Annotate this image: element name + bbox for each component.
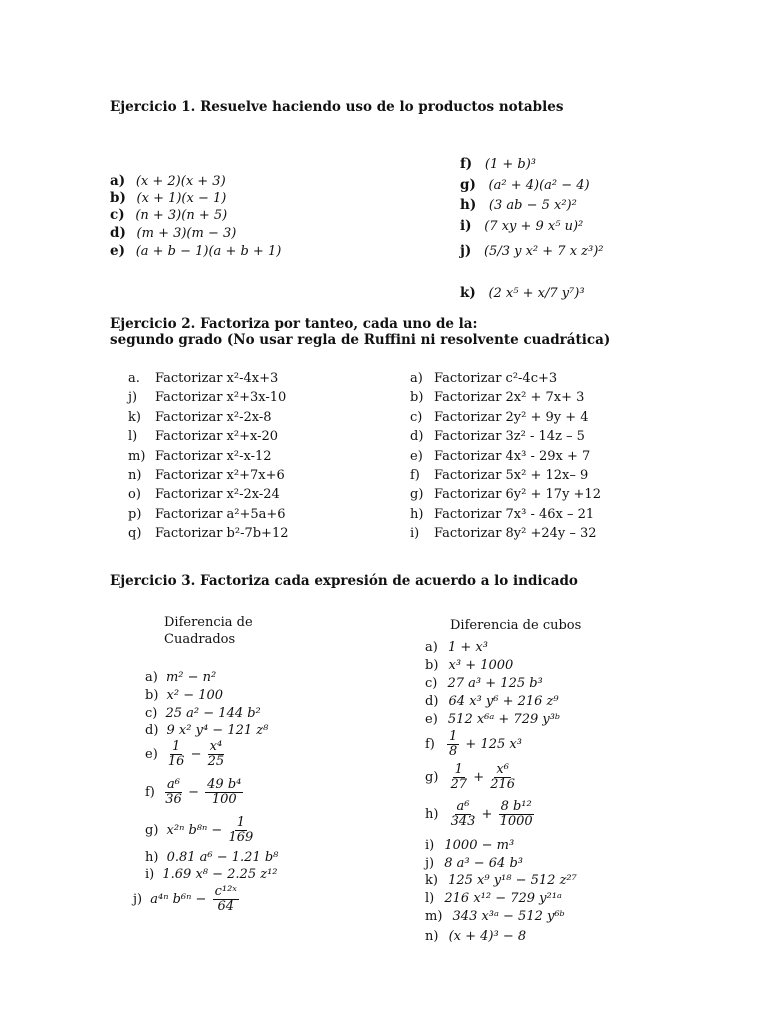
ex3-expression: 27 a³ + 125 b³ (447, 676, 543, 691)
item-label: k) (425, 873, 443, 888)
item-label: l) (425, 891, 439, 906)
ex1-expression: (a² + 4)(a² − 4) (488, 178, 590, 193)
ex3-fraction-2-numerator: 8 b¹² (500, 799, 532, 814)
ex2-item-label: h) (410, 506, 424, 522)
ex3-fraction-1-numerator: 1 (454, 762, 463, 777)
item-label: b) (110, 190, 131, 206)
ex3-expression (445, 729, 522, 759)
ex3-square-item (145, 719, 268, 738)
item-label: n) (425, 929, 443, 944)
ex1-expression: (5/3 y x² + 7 x z³)² (483, 244, 604, 259)
ex3-expression (166, 815, 256, 845)
ex3-operator: + (477, 807, 497, 822)
ex3-fraction-1-numerator: a⁶ (456, 799, 470, 814)
item-label: f) (425, 737, 440, 752)
exercise-2-heading-line1: Ejercicio 2. Factoriza por tanteo, cada uno de la: (110, 316, 478, 332)
ex3-expression: (x + 4)³ − 8 (448, 929, 527, 944)
ex2-item-text: Factorizar x²-2x-8 (155, 409, 272, 425)
ex3-expression: 512 x⁶ᵃ + 729 y³ᵇ (447, 712, 561, 727)
ex1-expression: (7 xy + 9 x⁵ u)² (484, 219, 584, 234)
ex3-fraction-2-denominator: 1000 (499, 814, 533, 829)
ex2-item-text: Factorizar x²+7x+6 (155, 468, 285, 483)
ex1-item-i (460, 215, 583, 234)
ex1-item-f (460, 153, 536, 172)
ex3-cube-item (425, 869, 577, 888)
item-label: a) (425, 640, 442, 655)
ex2-item-text: Factorizar x²+x-20 (155, 429, 279, 445)
ex2-item-text: Factorizar c²-4c+3 (434, 371, 558, 386)
ex3-square-item (145, 684, 223, 703)
item-label: m) (425, 909, 447, 924)
item-label: j) (133, 892, 147, 907)
ex3-fraction-2-denominator: 216 (490, 777, 516, 792)
ex2-item-label: c) (410, 409, 423, 425)
ex2-item-label: m) (128, 448, 146, 464)
ex2-item-label: d) (410, 429, 424, 445)
ex1-item-h (460, 194, 577, 213)
ex3-operator: − (183, 785, 204, 800)
ex3-suffix: + 125 x³ (461, 737, 522, 752)
ex2-item-text: Factorizar x²-4x+3 (155, 371, 279, 386)
ex3-square-item (133, 885, 241, 914)
ex3-expression: 25 a² − 144 b² (165, 706, 261, 721)
item-label: j) (425, 856, 439, 871)
ex3-expression (166, 739, 226, 769)
ex3-fraction-2-numerator: 49 b⁴ (207, 777, 242, 792)
item-label: e) (425, 712, 442, 727)
ex1-item-g (460, 174, 590, 193)
ex3-fraction-2 (213, 885, 239, 914)
ex3-expression: 1 + x³ (447, 640, 488, 655)
ex2-item-label: l) (128, 429, 138, 445)
ex2-item-label: q) (128, 526, 142, 542)
item-label: d) (110, 225, 131, 241)
ex3-fraction-1-denominator: 343 (450, 814, 476, 829)
item-label: i) (145, 867, 159, 882)
ex3-cube-item (425, 672, 543, 691)
ex3-expression: x³ + 1000 (448, 658, 514, 673)
item-label: f) (460, 156, 477, 172)
ex2-item-text: Factorizar x²-2x-24 (155, 487, 280, 503)
ex3-expression: 125 x⁹ y¹⁸ − 512 z²⁷ (448, 873, 577, 888)
ex3-fraction-2-denominator: 169 (228, 830, 254, 845)
ex3-expression: 0.81 a⁶ − 1.21 b⁸ (166, 850, 279, 865)
item-label: g) (425, 770, 443, 785)
item-label: j) (460, 243, 476, 259)
item-label: c) (110, 207, 130, 223)
ex2-item-label: a. (128, 371, 140, 386)
item-label: f) (145, 785, 160, 800)
ex3-fraction-2 (205, 778, 243, 807)
exercise-2-heading-line2: segundo grado (No usar regla de Ruffini ni resolvente cuadrática) (110, 332, 611, 348)
ex3-prefix: a⁴ⁿ b⁶ⁿ − (150, 892, 211, 907)
ex3-fraction-2-denominator: 64 (217, 899, 235, 914)
ex2-item-label: j) (128, 390, 138, 406)
item-label: h) (145, 850, 163, 865)
ex3-expression (163, 777, 245, 807)
ex1-expression: (m + 3)(m − 3) (136, 226, 237, 241)
exercise-1-heading: Ejercicio 1. Resuelve haciendo uso de lo productos notables (110, 99, 564, 115)
ex3-fraction-1-denominator: 16 (167, 754, 185, 769)
ex1-item-d (110, 222, 236, 241)
ex3-expression: 64 x³ y⁶ + 216 z⁹ (448, 694, 559, 709)
item-label: i) (425, 838, 439, 853)
ex3-expression: 216 x¹² − 729 y²¹ᵃ (444, 891, 562, 906)
ex3-fraction-1-numerator: 1 (449, 729, 458, 744)
ex1-expression: (3 ab − 5 x²)² (488, 198, 577, 213)
ex3-fraction-2 (208, 740, 225, 769)
item-label: e) (145, 747, 162, 762)
ex1-expression: (a + b − 1)(a + b + 1) (135, 244, 282, 259)
ex3-fraction-1-denominator: 8 (449, 744, 458, 759)
item-label: d) (425, 694, 443, 709)
ex1-expression: (2 x⁵ + x/7 y⁷)³ (488, 286, 585, 301)
item-label: i) (460, 218, 477, 234)
ex1-item-c (110, 204, 227, 223)
ex3-expression: 1.69 x⁸ − 2.25 z¹² (162, 867, 278, 882)
ex3-cube-item (425, 636, 488, 655)
ex3-expression (150, 884, 241, 914)
ex3-expression: 343 x³ᵃ − 512 y⁶ᵇ (452, 909, 565, 924)
exercise-3-heading: Ejercicio 3. Factoriza cada expresión de acuerdo a lo indicado (110, 573, 578, 589)
ex3-expression: x² − 100 (166, 688, 224, 703)
ex3-square-item (145, 778, 245, 807)
ex2-item-text: Factorizar 3z² - 14z – 5 (434, 429, 585, 445)
ex3-expression (449, 762, 518, 792)
ex2-item-label: i) (410, 526, 420, 542)
item-label: b) (425, 658, 443, 673)
ex3-operator: − (186, 747, 206, 762)
item-label: a) (110, 173, 130, 189)
ex3-square-item (145, 666, 216, 685)
ex2-item-label: n) (128, 468, 142, 483)
ex1-item-e (110, 240, 281, 259)
ex3-cube-item (425, 905, 565, 924)
ex3-fraction-2-numerator: 1 (236, 815, 245, 830)
ex3-fraction-2-denominator: 100 (211, 792, 237, 807)
ex2-item-label: k) (128, 409, 141, 425)
ex3-fraction-1 (168, 740, 185, 769)
item-label: a) (145, 670, 162, 685)
ex3-fraction-2-denominator: 25 (207, 754, 225, 769)
ex3-cube-item (425, 690, 559, 709)
ex3-fraction-2-numerator: c¹²ˣ (214, 884, 237, 899)
ex3-square-item (145, 816, 255, 845)
ex2-item-text: Factorizar 4x³ - 29x + 7 (434, 448, 591, 464)
ex2-item-label: o) (128, 487, 141, 503)
ex2-item-text: Factorizar x²-x-12 (155, 448, 272, 464)
ex3-cube-item (425, 708, 560, 727)
ex3-fraction-1 (451, 763, 468, 792)
ex3-cube-item (425, 800, 536, 829)
ex3-cube-item (425, 925, 526, 944)
item-label: e) (110, 243, 130, 259)
ex2-item-label: g) (410, 487, 424, 503)
squares-title-line1: Diferencia de (164, 615, 253, 630)
ex2-item-text: Factorizar x²+3x-10 (155, 390, 287, 406)
ex3-cube-item (425, 834, 514, 853)
ex3-fraction-2 (490, 763, 515, 792)
ex2-item-text: Factorizar 2x² + 7x+ 3 (434, 390, 585, 406)
ex3-fraction-1-numerator: a⁶ (167, 777, 180, 792)
item-label: d) (145, 723, 163, 738)
item-label: k) (460, 285, 481, 301)
item-label: c) (145, 706, 162, 721)
ex3-cube-item (425, 654, 513, 673)
ex3-expression: m² − n² (165, 670, 217, 685)
ex2-item-label: f) (410, 468, 420, 483)
ex2-item-label: e) (410, 448, 423, 464)
ex3-expression: 9 x² y⁴ − 121 z⁸ (166, 723, 269, 738)
item-label: g) (145, 823, 163, 838)
ex1-expression: (n + 3)(n + 5) (135, 208, 228, 223)
ex2-item-label: a) (410, 371, 423, 386)
ex3-prefix: x²ⁿ b⁸ⁿ − (166, 823, 227, 838)
ex3-cube-item (425, 730, 522, 759)
ex3-fraction-2 (499, 800, 534, 829)
ex3-square-item (145, 740, 226, 769)
ex3-fraction-1 (447, 730, 459, 759)
ex3-fraction-1 (451, 800, 476, 829)
ex3-square-item (145, 863, 278, 882)
ex1-item-j (460, 240, 604, 259)
ex3-cube-item (425, 763, 517, 792)
ex1-expression: (x + 2)(x + 3) (135, 174, 226, 189)
ex2-item-text: Factorizar 8y² +24y – 32 (434, 526, 597, 542)
ex3-fraction-1-denominator: 27 (450, 777, 468, 792)
ex1-item-k (460, 282, 585, 301)
ex2-item-text: Factorizar 6y² + 17y +12 (434, 487, 601, 503)
ex2-item-text: Factorizar a²+5a+6 (155, 506, 286, 522)
ex3-fraction-1 (165, 778, 182, 807)
squares-title-line2: Cuadrados (164, 632, 236, 647)
ex2-item-text: Factorizar b²-7b+12 (155, 526, 289, 542)
ex3-expression: 8 a³ − 64 b³ (444, 856, 523, 871)
ex2-item-label: p) (128, 506, 142, 522)
ex3-expression (449, 799, 536, 829)
ex3-fraction-1-denominator: 36 (165, 792, 182, 807)
ex2-item-text: Factorizar 5x² + 12x– 9 (434, 468, 589, 483)
ex3-fraction-2 (228, 816, 253, 845)
ex2-item-text: Factorizar 7x³ - 46x – 21 (434, 506, 595, 522)
ex3-fraction-2-numerator: x⁴ (209, 739, 223, 754)
ex3-fraction-1-numerator: 1 (172, 739, 181, 754)
item-label: h) (460, 197, 481, 213)
ex3-fraction-2-numerator: x⁶ (496, 762, 509, 777)
cubes-title: Diferencia de cubos (450, 618, 582, 633)
ex3-operator: + (469, 770, 489, 785)
ex1-expression: (x + 1)(x − 1) (136, 191, 227, 206)
ex1-expression: (1 + b)³ (484, 157, 537, 172)
ex3-expression: 1000 − m³ (444, 838, 515, 853)
item-label: g) (460, 177, 481, 193)
item-label: c) (425, 676, 442, 691)
ex3-cube-item (425, 887, 562, 906)
ex2-item-label: b) (410, 390, 424, 406)
ex2-item-text: Factorizar 2y² + 9y + 4 (434, 409, 589, 425)
item-label: h) (425, 807, 443, 822)
item-label: b) (145, 688, 163, 703)
